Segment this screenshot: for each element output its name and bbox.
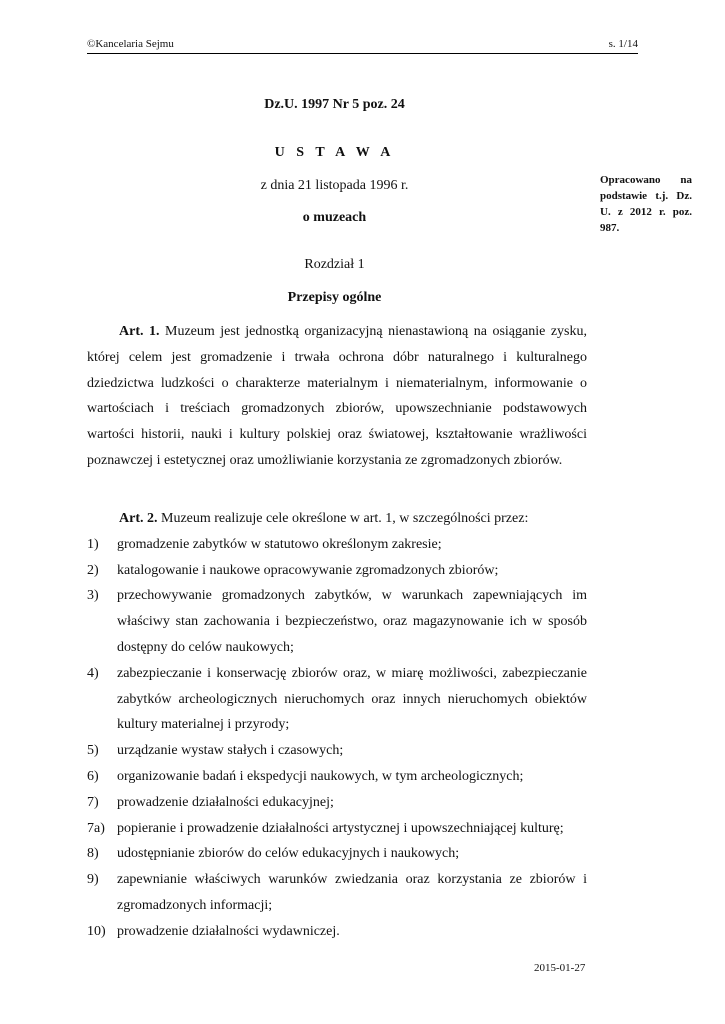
list-item <box>87 583 587 660</box>
article-2-intro-text: Muzeum realizuje cele określone w art. 1, w szczególności przez: <box>161 511 529 526</box>
article-2-number: Art. 2. <box>119 511 158 526</box>
point-text: organizowanie badań i ekspedycji naukowych, w tym archeologicznych; <box>117 768 524 784</box>
point-number: 10) <box>87 923 106 939</box>
point-text: popieranie i prowadzenie działalności artystycznej i upowszechniającej kulturę; <box>117 820 564 836</box>
article-1 <box>87 319 587 474</box>
point-number: 6) <box>87 768 99 784</box>
list-item <box>87 764 587 790</box>
point-text: udostępnianie zbiorów do celów edukacyjnych i naukowych; <box>117 846 460 862</box>
article-1-paragraph <box>87 319 587 474</box>
article-2 <box>87 506 587 945</box>
act-date: z dnia 21 listopada 1996 r. <box>260 178 409 193</box>
point-text: prowadzenie działalności edukacyjnej; <box>117 794 334 810</box>
point-text: gromadzenie zabytków w statutowo określonym zakresie; <box>117 536 442 552</box>
point-text: urządzanie wystaw stałych i czasowych; <box>117 743 344 759</box>
page-header <box>87 38 638 54</box>
list-item <box>87 661 587 738</box>
page-footer-date: 2015-01-27 <box>534 962 586 974</box>
point-number: 8) <box>87 846 99 862</box>
list-item <box>87 816 587 842</box>
point-number: 3) <box>87 588 99 604</box>
list-item <box>87 919 587 945</box>
point-text: prowadzenie działalności wydawniczej. <box>117 923 340 939</box>
point-number: 9) <box>87 872 99 888</box>
article-1-text: Muzeum jest jednostką organizacyjną nienastawioną na osiąganie zysku, której celem jest gromadzenie i trwała ochrona dóbr naturalnego i kulturalnego dziedzictwa ludzkości o charakterze materialnym i niematerialnym, informowanie o wartościach i treściach gromadzonych zbiorów, upowszechnianie podstawowych wartości historii, nauki i kultury polskiej oraz światowej, kształtowanie wrażliwości poznawczej i estetycznej oraz umożliwianie korzystania ze zgromadzonych zbiorów. <box>87 324 588 468</box>
point-number: 4) <box>87 665 99 681</box>
point-text: przechowywanie gromadzonych zabytków, w warunkach zapewniających im właściwy stan zachowania i bezpieczeństwo, oraz magazynowanie ich w sposób dostępny do celów naukowych; <box>117 588 587 655</box>
act-type: U S T A W A <box>274 145 395 160</box>
point-text: zapewnianie właściwych warunków zwiedzania oraz korzystania ze zbiorów i zgromadzonych informacji; <box>117 872 587 913</box>
list-item <box>87 867 587 919</box>
article-2-points <box>87 532 587 945</box>
chapter-title: Przepisy ogólne <box>287 290 382 305</box>
point-number: 1) <box>87 536 99 552</box>
list-item <box>87 558 587 584</box>
list-item <box>87 532 587 558</box>
consolidation-note: Opracowano na podstawie t.j. Dz. U. z 2012 r. poz. 987. <box>600 174 692 234</box>
article-1-number: Art. 1. <box>119 324 160 339</box>
point-text: zabezpieczanie i konserwację zbiorów oraz, w miarę możliwości, zabezpieczanie zabytków archeologicznych nieruchomych oraz innych nieruchomych obiektów kultury materialnej i przyrody; <box>117 665 587 733</box>
point-number: 5) <box>87 743 99 759</box>
list-item <box>87 738 587 764</box>
point-number: 7a) <box>87 820 105 836</box>
act-subject: o muzeach <box>302 210 367 225</box>
point-number: 2) <box>87 562 99 578</box>
point-text: katalogowanie i naukowe opracowywanie zgromadzonych zbiorów; <box>117 562 499 578</box>
list-item <box>87 841 587 867</box>
header-publisher: ©Kancelaria Sejmu <box>87 38 174 50</box>
header-page-number: s. 1/14 <box>608 38 638 50</box>
point-number: 7) <box>87 794 99 810</box>
article-2-intro <box>87 506 587 532</box>
list-item <box>87 790 587 816</box>
journal-reference: Dz.U. 1997 Nr 5 poz. 24 <box>264 97 405 112</box>
chapter-label: Rozdział 1 <box>304 257 365 272</box>
